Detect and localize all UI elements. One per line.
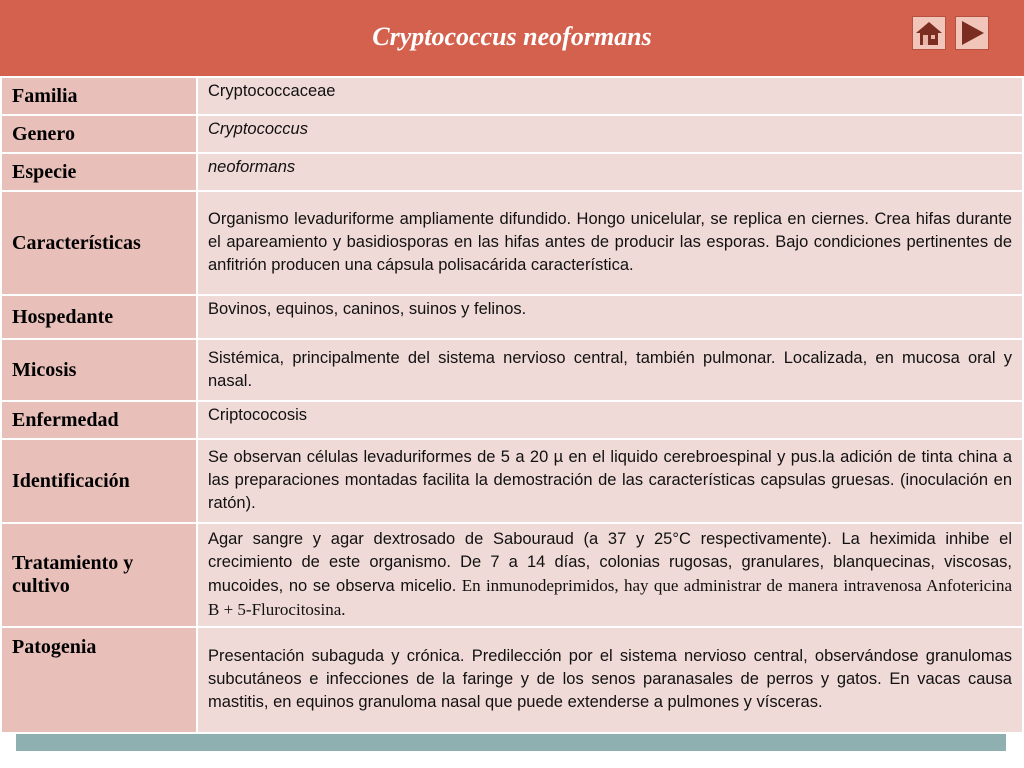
row-label-caracteristicas: Características [1, 191, 197, 295]
home-button[interactable] [912, 16, 946, 50]
table-row [1, 627, 1023, 733]
footer-bar [16, 734, 1006, 751]
row-value-familia: Cryptococcaceae [197, 77, 1023, 115]
row-label-patogenia: Patogenia [1, 627, 197, 733]
row-value-especie: neoformans [197, 153, 1023, 191]
row-label-identificacion: Identificación [1, 439, 197, 523]
home-icon [913, 17, 945, 49]
table-row [1, 77, 1023, 115]
row-label-familia: Familia [1, 77, 197, 115]
slide-header [0, 0, 1024, 76]
table-row [1, 191, 1023, 295]
table-row [1, 339, 1023, 401]
table-row [1, 439, 1023, 523]
slide-title: Cryptococcus neoformans [372, 22, 652, 51]
play-next-icon [956, 17, 988, 49]
row-value-tratamiento [197, 523, 1023, 627]
row-label-enfermedad: Enfermedad [1, 401, 197, 439]
table-row [1, 401, 1023, 439]
row-value-identificacion: Se observan células levaduriformes de 5 a 20 µ en el liquido cerebroespinal y pus.la adición de tinta china a las preparaciones montadas facilita la demostración de las características capsulas gruesas. (inoculación en ratón). [197, 439, 1023, 523]
row-label-hospedante: Hospedante [1, 295, 197, 339]
row-label-tratamiento: Tratamiento y cultivo [1, 523, 197, 627]
row-value-patogenia: Presentación subaguda y crónica. Predilección por el sistema nervioso central, observándose granulomas subcutáneos e infecciones de la faringe y de los senos paranasales de perros y gatos. En vacas causa mastitis, en equinos granuloma nasal que puede extenderse a pulmones y vísceras. [197, 627, 1023, 733]
row-label-especie: Especie [1, 153, 197, 191]
row-label-genero: Genero [1, 115, 197, 153]
row-value-caracteristicas: Organismo levaduriforme ampliamente difundido. Hongo unicelular, se replica en ciernes. Crea hifas durante el apareamiento y basidiosporas en las hifas antes de producir las esporas. Bajo condiciones pertinentes de anfitrión producen una cápsula polisacárida característica. [197, 191, 1023, 295]
table-row [1, 115, 1023, 153]
row-value-micosis: Sistémica, principalmente del sistema nervioso central, también pulmonar. Localizada, en mucosa oral y nasal. [197, 339, 1023, 401]
table-row [1, 153, 1023, 191]
row-label-micosis: Micosis [1, 339, 197, 401]
row-value-hospedante: Bovinos, equinos, caninos, suinos y felinos. [197, 295, 1023, 339]
tratamiento-text: Agar sangre y agar dextrosado de Sabouraud (a 37 y 25°C respectivamente). La heximida inhibe el crecimiento de este organismo. De 7 a 14 días, colonias rugosas, granulares, blanquecinas, viscosas, mucoides, no se observa micelio. [208, 529, 1012, 595]
row-value-genero: Cryptococcus [197, 115, 1023, 153]
table-row [1, 523, 1023, 627]
table-row [1, 295, 1023, 339]
tratamiento-text-tail: En inmunodeprimidos, hay que administrar de manera intravenosa Anfotericina B + 5-Flurocitosina. [208, 575, 1012, 619]
next-slide-button[interactable] [955, 16, 989, 50]
info-table [0, 76, 1024, 734]
row-value-enfermedad: Criptococosis [197, 401, 1023, 439]
